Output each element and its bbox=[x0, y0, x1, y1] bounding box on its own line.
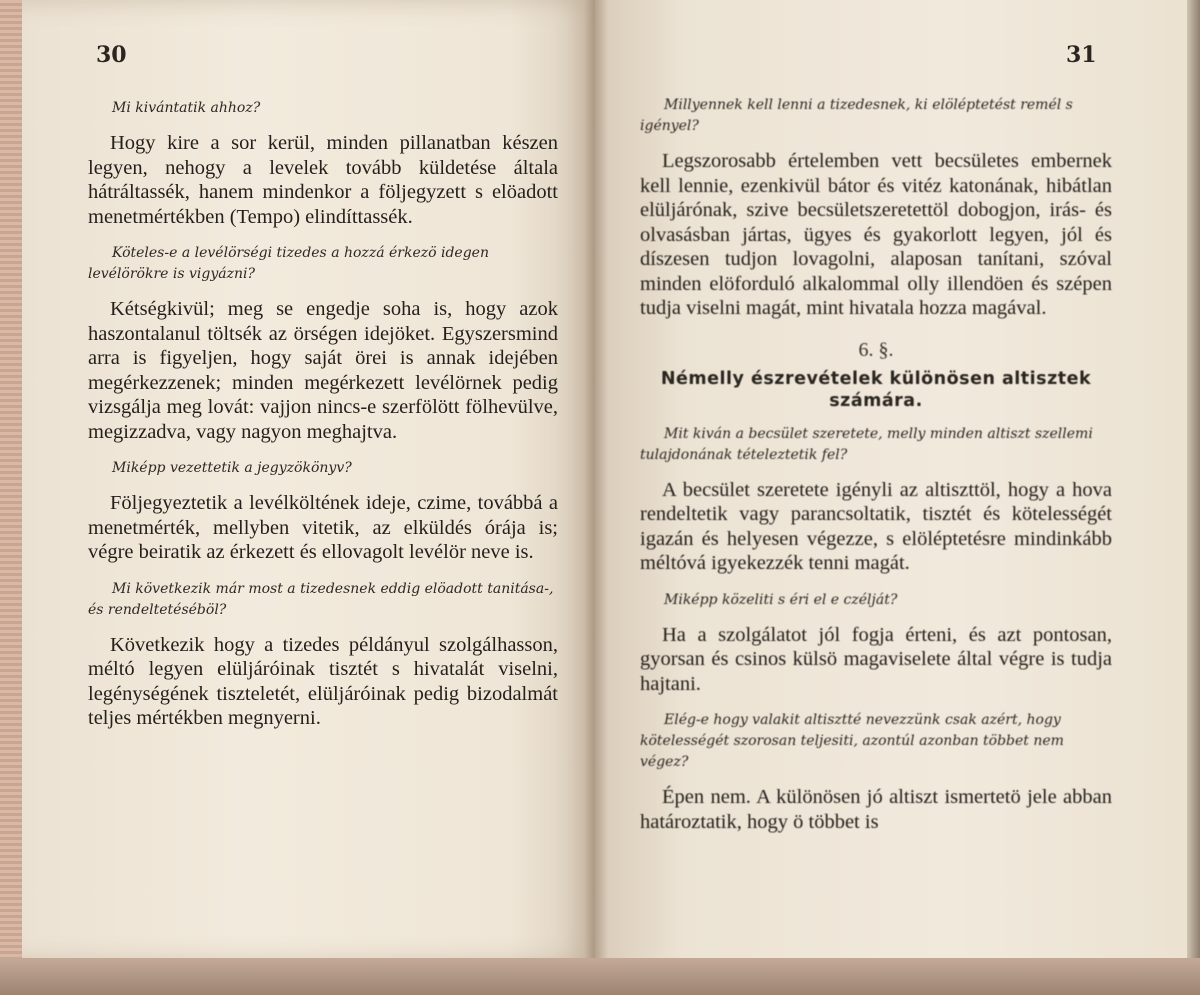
right-edge bbox=[1187, 0, 1200, 995]
paragraph: A becsület szeretete igényli az altiszttöl, hogy a hova rendeltetik vagy parancsoltatik, tisztét és kötelességét igazán és helyesen végezze, s elöléptetésre mindinkább méltóvá igyekezzék tenni magát. bbox=[640, 478, 1112, 574]
paragraph: Épen nem. A különösen jó altiszt ismertetö jele abban határoztatik, hogy ö többet is bbox=[640, 786, 1112, 833]
question-line: Köteles-e a levélörségi tizedes a hozzá érkezö idegen levélörökre is vigyázni? bbox=[88, 245, 489, 282]
right-page-number: 31 bbox=[1066, 42, 1097, 68]
section-number: 6. §. bbox=[858, 338, 894, 361]
paragraph: Ha a szolgálatot jól fogja érteni, és azt pontosan, gyorsan és csinos külsö magaviselete által végre is tudja hajtani. bbox=[640, 623, 1112, 695]
right-page-text bbox=[640, 95, 1112, 848]
left-fore-edge bbox=[0, 0, 22, 970]
bottom-edge bbox=[0, 958, 1200, 995]
paragraph: Következik hogy a tizedes példányul szolgálhasson, méltó legyen elüljáróinak tisztét s hivatalát viselni, legénységének tiszteletét, elüljáróinak pedig bizodalmát teljes mértékben megnyerni. bbox=[88, 633, 558, 729]
paragraph: Hogy kire a sor kerül, minden pillanatban készen legyen, nehogy a levelek tovább küldetése általa hátráltassék, hanem mindenkor a följegyzett s elöadott menetmértékben (Tempo) elindíttassék. bbox=[88, 132, 558, 228]
paragraph: Kétségkivül; meg se engedje soha is, hogy azok haszontalanul töltsék az örségen idejöket. Egyszersmind arra is figyeljen, hogy saját örei is annak idejében megérkezzenek; minden megérkezett levélörnek pedig vizsgálja meg lovát: vajjon nincs-e szerfölött fölhevülve, megizzadva, vagy nagyon meghajtva. bbox=[88, 298, 558, 443]
question-line: Miképp közeliti s éri el e czélját? bbox=[664, 591, 898, 608]
question-line: Miképp vezettetik a jegyzökönyv? bbox=[112, 460, 352, 476]
paragraph: Följegyeztetik a levélköltének ideje, czime, továbbá a menetmérték, mellyben vitetik, az elküldés órája is; végre beiratik az érkezett és ellovagolt levélör neve is. bbox=[88, 492, 558, 563]
question-line: Millyennek kell lenni a tizedesnek, ki elöléptetést remél s igényel? bbox=[640, 97, 1073, 134]
left-page-number: 30 bbox=[96, 42, 127, 68]
question-line: Mi következik már most a tizedesnek eddig elöadott tanitása-, és rendeltetéséböl? bbox=[88, 580, 554, 618]
book-gutter bbox=[584, 0, 608, 962]
question-line: Mit kiván a becsület szeretete, melly minden altiszt szellemi tulajdonának tételeztetik fel? bbox=[640, 425, 1093, 463]
question-line: Elég-e hogy valakit altisztté nevezzünk csak azért, hogy kötelességét szorosan teljesiti, azontúl azonban többet nem végez? bbox=[640, 712, 1064, 770]
section-heading: Némelly észrevételek különösen altisztek számára. bbox=[660, 368, 1092, 411]
left-page-text bbox=[88, 98, 558, 745]
paragraph: Legszorosabb értelemben vett becsületes embernek kell lennie, ezenkivül bátor és vitéz katonának, hibátlan elüljárónak, szive becsületszeretettöl dobogjon, irás- és olvasásban jártas, ügyes és gyakorlott legyen, jól és díszesen tudjon lovagolni, alaposan tanítani, szóval minden elöforduló alkalommal olly illendöen és szépen tudja viselni magát, mint hivatala hozza magával. bbox=[640, 150, 1112, 319]
question-line: Mi kivántatik ahhoz? bbox=[112, 100, 261, 116]
